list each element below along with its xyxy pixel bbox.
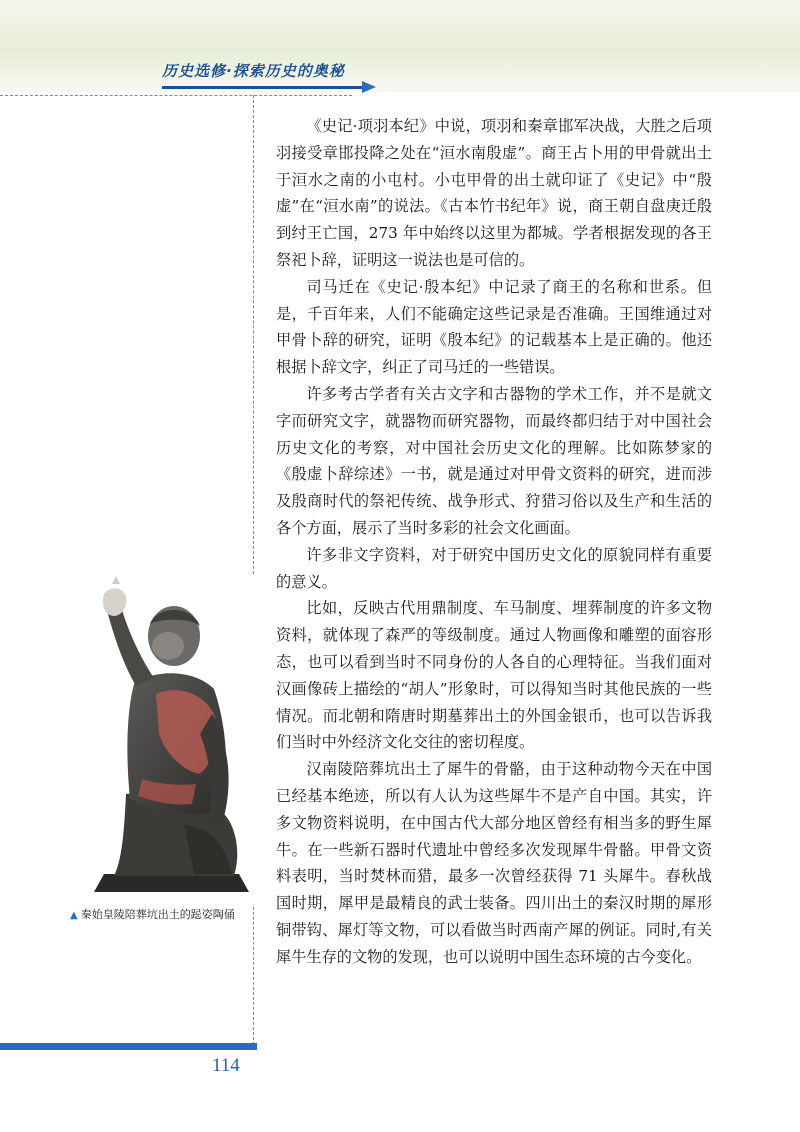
figure-caption-text: 秦始皇陵陪葬坑出土的跽姿陶俑: [80, 908, 235, 921]
page-number: 114: [212, 1055, 240, 1076]
terracotta-figure-photo: [64, 574, 254, 904]
footer-bar: [0, 1043, 257, 1050]
paragraph-3: 许多考古学者有关古文字和古器物的学术工作，并不是就文字而研究文字，就器物而研究器物，而最终都归结于对中国社会历史文化的考察，对中国社会历史文化的理解。比如陈梦家的《殷虚卜辞综述》一书，就是通过对甲骨文资料的研究，进而涉及殷商时代的祭祀传统、战争形式、狩猎习俗以及生产和生活的各个方面，展示了当时多彩的社会文化画面。: [276, 384, 712, 537]
paragraph-5: 比如，反映古代用鼎制度、车马制度、埋葬制度的许多文物资料，就体现了森严的等级制度。通过人物画像和雕塑的面容形态，也可以看到当时不同身份的人各自的心理特征。当我们面对汉画像砖上描绘的“胡人”形象时，可以得知当时其他民族的一些情况。而北朝和隋唐时期墓葬出土的外国金银币，也可以告诉我们当时中外经济文化交往的密切程度。: [276, 599, 712, 752]
paragraph-2: 司马迁在《史记·殷本纪》中记录了商王的名称和世系。但是，千百年来，人们不能确定这些记录是否准确。王国维通过对甲骨卜辞的研究，证明《殷本纪》的记载基本上是正确的。他还根据卜辞文字，纠正了司马迁的一些错误。: [276, 277, 712, 377]
figure-caption: [70, 906, 235, 922]
running-header-title: 历史选修·探索历史的奥秘: [162, 62, 345, 80]
triangle-marker-icon: ▲: [70, 910, 78, 921]
paragraph-1: 《史记·项羽本纪》中说，项羽和秦章邯军决战，大胜之后项羽接受章邯投降之处在“洹水南殷虚”。商王占卜用的甲骨就出土于洹水之南的小屯村。小屯甲骨的出土就印证了《史记》中“殷虚”在“洹水南”的说法。《古本竹书纪年》说，商王朝自盘庚迁殷到纣王亡国，273 年中始终以这里为都城。学者根据发现的各王祭祀卜辞，证明这一说法也是可信的。: [276, 117, 712, 269]
header-underline: [162, 86, 368, 89]
dashed-divider-horizontal: [0, 95, 352, 96]
page-header-band: [0, 0, 800, 92]
paragraph-6: 汉南陵陪葬坑出土了犀牛的骨骼，由于这种动物今天在中国已经基本绝迹，所以有人认为这些犀牛不是产自中国。其实，许多文物资料说明，在中国古代大部分地区曾经有相当多的野生犀牛。在一些新石器时代遗址中曾经多次发现犀牛骨骼。甲骨文资料表明，当时焚林而猎，最多一次曾经获得 71 头犀牛。春秋战国时期，犀甲是最精良的武士装备。四川出土的秦汉时期的犀形铜带钩、犀灯等文物，可以看做当时西南产犀的例证。同时,有关犀牛生存的文物的发现，也可以说明中国生态环境的古今变化。: [276, 760, 712, 966]
body-text: [276, 113, 712, 971]
paragraph-4: 许多非文字资料，对于研究中国历史文化的原貌同样有重要的意义。: [276, 545, 712, 591]
header-arrow-icon: [362, 81, 376, 93]
